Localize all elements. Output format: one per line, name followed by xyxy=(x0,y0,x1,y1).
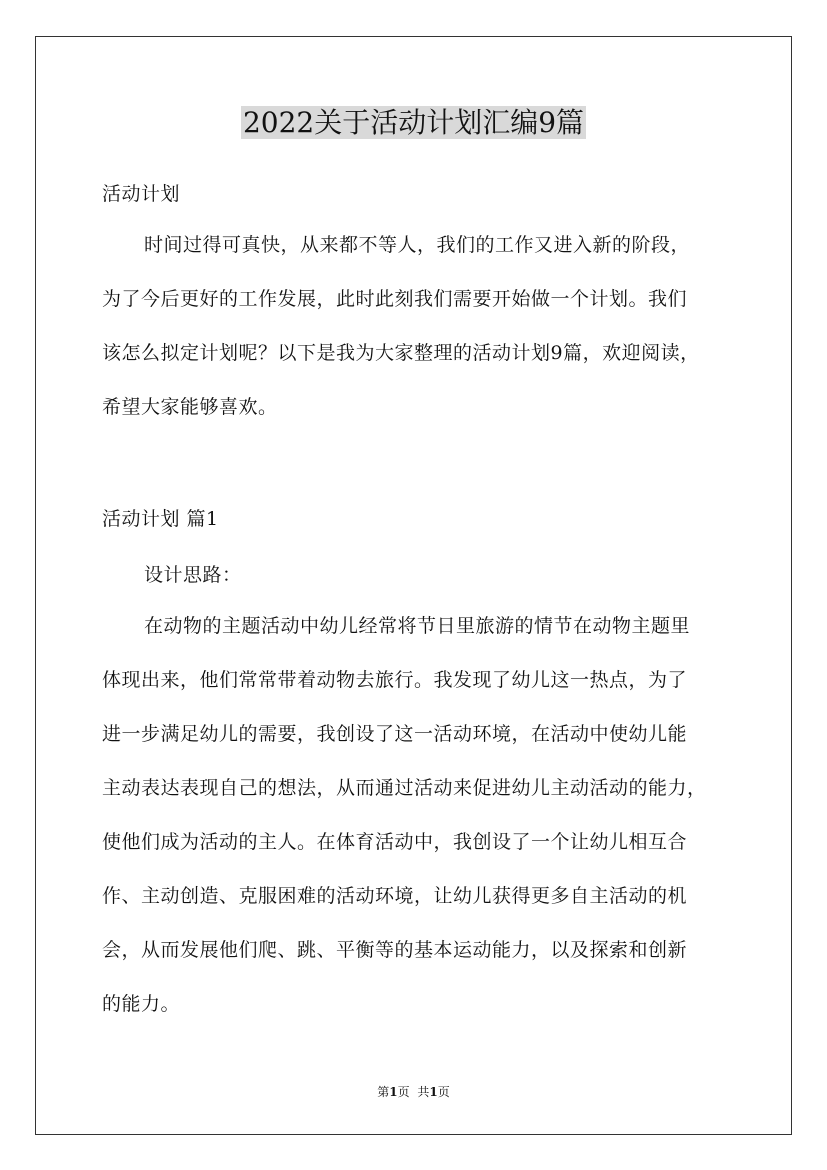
section-1-subheading: 设计思路： xyxy=(144,564,242,586)
footer-total-prefix: 共 xyxy=(417,1085,430,1099)
section-1-line-2: 体现出来，他们常常带着动物去旅行。我发现了幼儿这一热点，为了 xyxy=(102,669,688,691)
intro-paragraph xyxy=(102,218,730,434)
footer-page-suffix: 页 xyxy=(397,1085,410,1099)
document-title-text: 2022关于活动计划汇编9篇 xyxy=(242,106,585,139)
footer-page-prefix: 第 xyxy=(377,1085,390,1099)
section-1-line-6: 作、主动创造、克服困难的活动环境，让幼儿获得更多自主活动的机 xyxy=(102,885,688,907)
intro-line-3: 该怎么拟定计划呢？以下是我为大家整理的活动计划9篇，欢迎阅读， xyxy=(102,342,700,364)
section-1-line-4: 主动表达表现自己的想法，从而通过活动来促进幼儿主动活动的能力， xyxy=(102,777,707,799)
section-1-heading: 活动计划 篇1 xyxy=(102,508,219,530)
intro-line-1: 时间过得可真快，从来都不等人，我们的工作又进入新的阶段， xyxy=(144,234,691,256)
footer-page-number: 1 xyxy=(389,1085,398,1099)
section-1-line-8: 的能力。 xyxy=(102,993,181,1015)
intro-heading: 活动计划 xyxy=(102,183,181,205)
section-1-paragraph xyxy=(102,599,730,1031)
section-1-line-1: 在动物的主题活动中幼儿经常将节日里旅游的情节在动物主题里 xyxy=(144,615,691,637)
page-footer xyxy=(0,1082,827,1102)
footer-total-suffix: 页 xyxy=(437,1085,450,1099)
section-1-subheading-block xyxy=(102,548,730,602)
footer-total-number: 1 xyxy=(429,1085,438,1099)
section-1-line-7: 会，从而发展他们爬、跳、平衡等的基本运动能力，以及探索和创新 xyxy=(102,939,688,961)
intro-line-4: 希望大家能够喜欢。 xyxy=(102,396,278,418)
intro-line-2: 为了今后更好的工作发展，此时此刻我们需要开始做一个计划。我们 xyxy=(102,288,688,310)
document-title xyxy=(0,101,827,145)
section-1-line-3: 进一步满足幼儿的需要，我创设了这一活动环境，在活动中使幼儿能 xyxy=(102,723,688,745)
section-1-line-5: 使他们成为活动的主人。在体育活动中，我创设了一个让幼儿相互合 xyxy=(102,831,688,853)
